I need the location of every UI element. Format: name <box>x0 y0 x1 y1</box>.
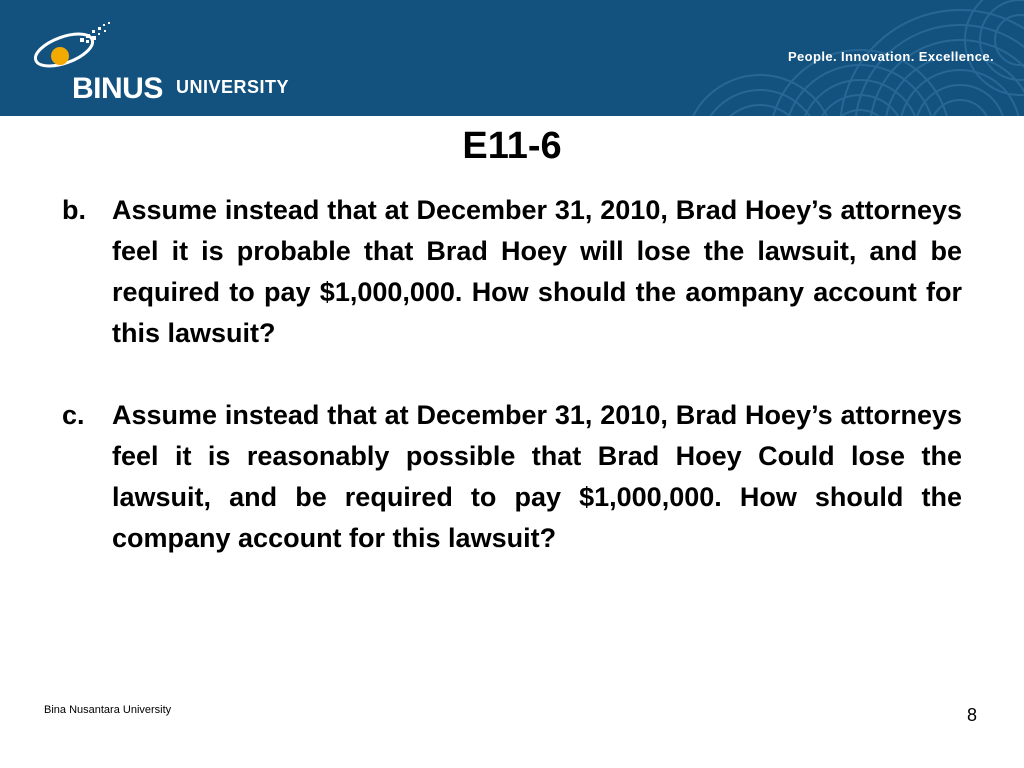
list-item-c <box>62 395 962 559</box>
binus-logo <box>28 18 298 105</box>
binus-globe-logo-icon <box>28 18 138 78</box>
slide-body <box>62 190 962 559</box>
list-item-b <box>62 190 962 354</box>
header-tagline: People. Innovation. Excellence. <box>787 49 994 64</box>
page-number: 8 <box>966 705 977 725</box>
list-item-text: Assume instead that at December 31, 2010, Brad Hoey’s attorneys feel it is reasonably possible that Brad Hoey Could lose the lawsuit, and be required to pay $1,000,000. How should the company account for this lawsuit? <box>112 400 962 553</box>
list-marker: b. <box>62 195 86 225</box>
logo-wordmark: BINUS <box>72 72 163 105</box>
footer-institution: Bina Nusantara University <box>44 704 172 716</box>
slide-title: E11-6 <box>462 125 562 167</box>
list-item-text: Assume instead that at December 31, 2010, Brad Hoey’s attorneys feel it is probable that Brad Hoey will lose the lawsuit, and be required to pay $1,000,000. How should the aompany account for this lawsuit? <box>112 195 962 348</box>
header-banner <box>0 0 1024 116</box>
logo-subtext: UNIVERSITY <box>176 77 290 97</box>
list-marker: c. <box>62 400 85 430</box>
